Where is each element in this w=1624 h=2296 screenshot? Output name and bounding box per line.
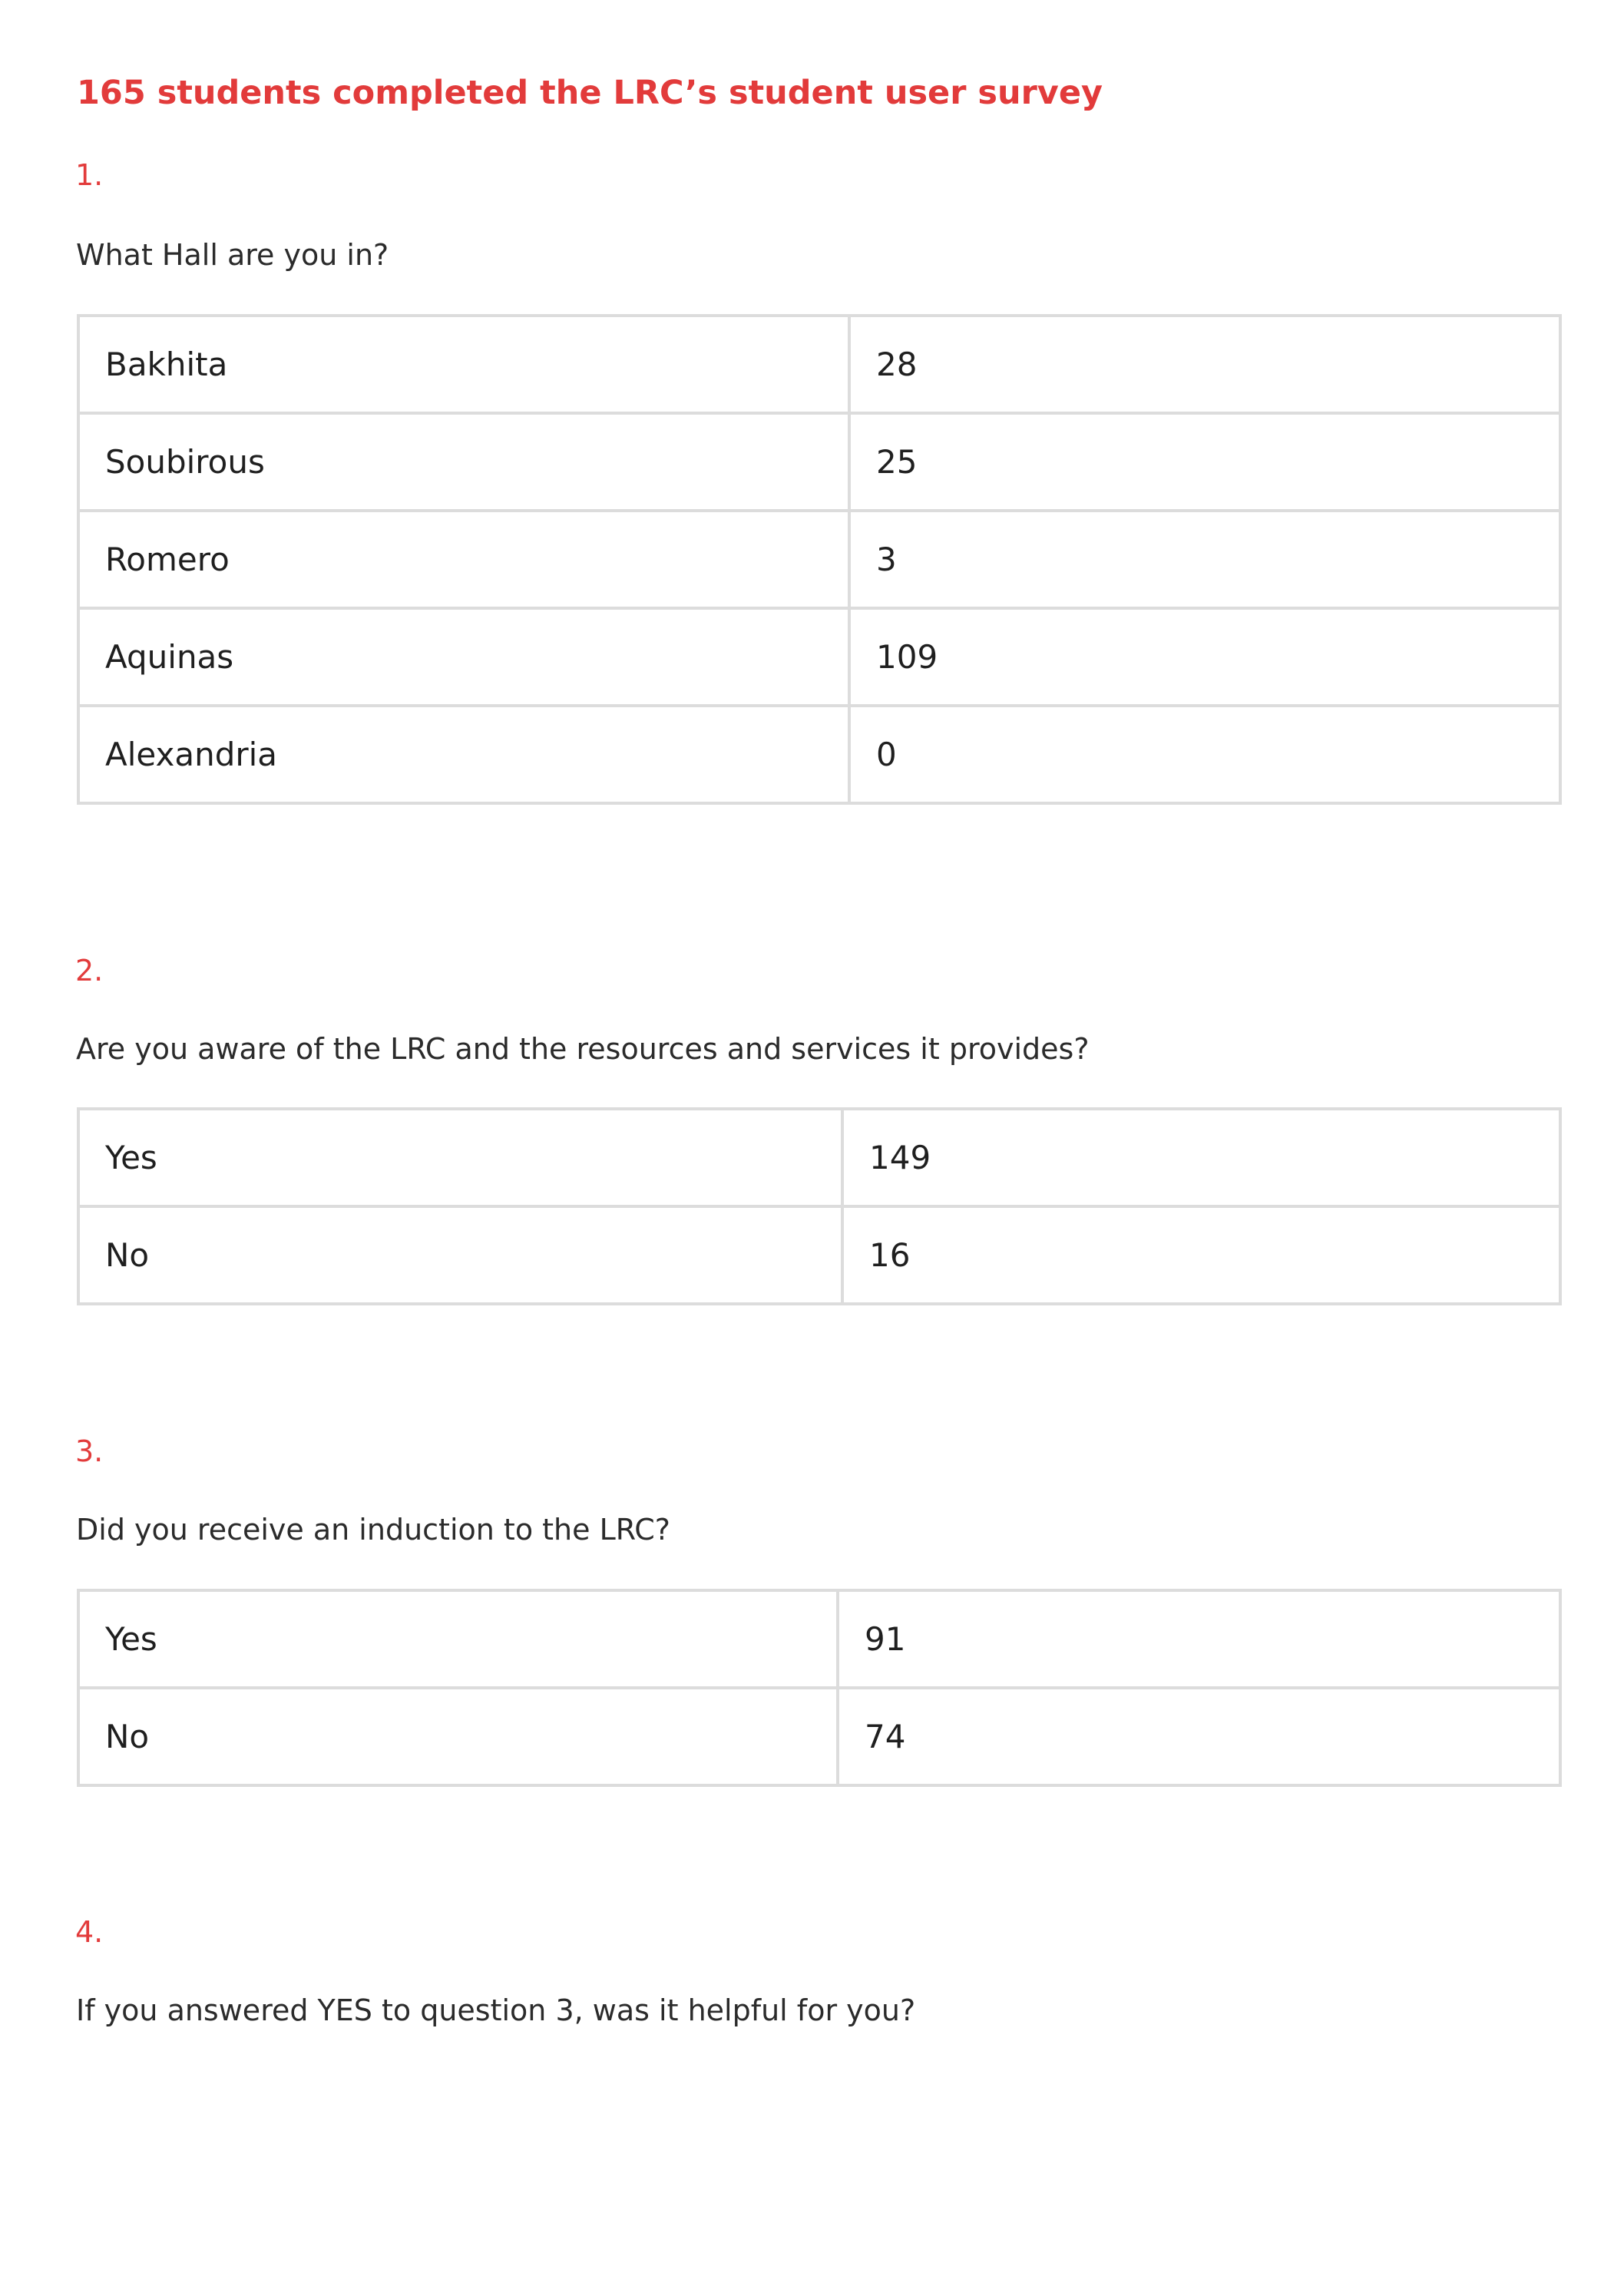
row-value: 28 (849, 316, 1560, 413)
row-value: 0 (849, 706, 1560, 803)
table-row (78, 608, 1560, 706)
table-row (78, 1206, 1560, 1304)
row-label: Yes (78, 1109, 842, 1206)
row-value: 74 (838, 1688, 1560, 1785)
table-row (78, 413, 1560, 511)
row-label: Aquinas (78, 608, 849, 706)
table-row (78, 511, 1560, 608)
table-row (78, 1688, 1560, 1785)
question-2-table (77, 1107, 1562, 1305)
question-3-table (77, 1589, 1562, 1787)
page-title: 165 students completed the LRC’s student user survey (77, 74, 1103, 112)
row-value: 3 (849, 511, 1560, 608)
question-4-number: 4. (75, 1915, 104, 1949)
question-1-text: What Hall are you in? (76, 238, 389, 272)
table-row (78, 1590, 1560, 1688)
question-2-text: Are you aware of the LRC and the resources and services it provides? (76, 1032, 1090, 1066)
table-row (78, 706, 1560, 803)
question-3-number: 3. (75, 1434, 104, 1468)
row-value: 149 (842, 1109, 1560, 1206)
row-label: Alexandria (78, 706, 849, 803)
row-label: Yes (78, 1590, 838, 1688)
question-1-number: 1. (75, 158, 104, 192)
row-value: 109 (849, 608, 1560, 706)
row-label: Romero (78, 511, 849, 608)
row-label: Bakhita (78, 316, 849, 413)
question-3-text: Did you receive an induction to the LRC? (76, 1513, 670, 1547)
row-value: 91 (838, 1590, 1560, 1688)
table-row (78, 316, 1560, 413)
table-row (78, 1109, 1560, 1206)
row-label: No (78, 1206, 842, 1304)
row-label: Soubirous (78, 413, 849, 511)
question-1-table (77, 314, 1562, 805)
question-4-text: If you answered YES to question 3, was it helpful for you? (76, 1993, 916, 2027)
row-value: 25 (849, 413, 1560, 511)
row-value: 16 (842, 1206, 1560, 1304)
question-2-number: 2. (75, 954, 104, 988)
row-label: No (78, 1688, 838, 1785)
